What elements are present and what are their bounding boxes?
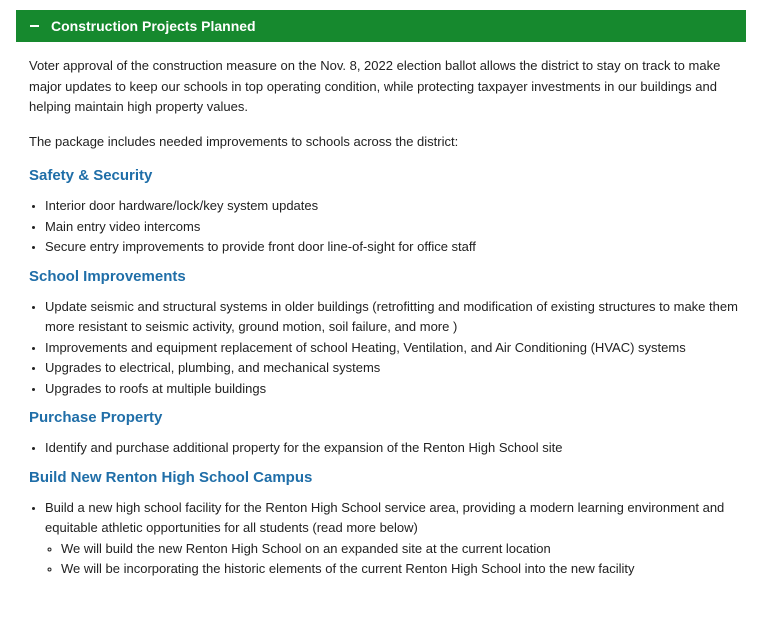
accordion-body xyxy=(16,42,746,580)
list-item: • Upgrades to roofs at multiple buildings xyxy=(45,379,738,400)
lead-paragraph: The package includes needed improvements to schools across the district: xyxy=(29,133,459,149)
list-item: • Improvements and equipment replacement of school Heating, Ventilation, and Air Conditioning (HVAC) systems xyxy=(45,338,738,359)
list-item: • Secure entry improvements to provide front door line-of-sight for office staff xyxy=(45,237,738,258)
section-heading-safety: Safety & Security xyxy=(29,167,153,184)
list-item-text: Build a new high school facility for the Renton High School service area, providing a modern learning environment and equitable athletic opportunities for all students (read more below) xyxy=(45,499,725,535)
new-campus-sublist xyxy=(45,539,738,580)
purchase-property-list xyxy=(29,438,738,459)
new-campus-list xyxy=(29,498,738,580)
list-item: • Interior door hardware/lock/key system updates xyxy=(45,196,738,217)
section-heading-school-improvements: School Improvements xyxy=(29,267,186,285)
safety-list xyxy=(29,196,738,258)
list-item xyxy=(45,498,738,580)
list-item: • Upgrades to electrical, plumbing, and mechanical systems xyxy=(45,358,738,379)
sub-list-item: ◦ We will build the new Renton High School on an expanded site at the current location xyxy=(61,539,738,560)
list-item: • Update seismic and structural systems in older buildings (retrofitting and modification of existing structures to make them more resistant to seismic activity, ground motion, soil failure, and more ) xyxy=(45,297,738,338)
list-item: • Main entry video intercoms xyxy=(45,217,738,238)
list-item: • Identify and purchase additional property for the expansion of the Renton High School site xyxy=(45,438,738,459)
collapse-minus-icon[interactable] xyxy=(30,25,39,27)
sub-list-item: ◦ We will be incorporating the historic elements of the current Renton High School into the new facility xyxy=(61,559,738,580)
intro-paragraph: Voter approval of the construction measure on the Nov. 8, 2022 election ballot allows the district to stay on track to make major updates to keep our schools in top operating condition, while protecting taxpayer investments in our buildings and helping maintain high property values. xyxy=(29,58,721,114)
school-improvements-list xyxy=(29,297,738,400)
section-heading-new-campus: Build New Renton High School Campus xyxy=(29,468,313,486)
accordion-header[interactable] xyxy=(16,10,746,42)
accordion-title: Construction Projects Planned xyxy=(51,18,256,34)
accordion xyxy=(16,10,746,589)
section-heading-purchase-property: Purchase Property xyxy=(29,409,163,426)
